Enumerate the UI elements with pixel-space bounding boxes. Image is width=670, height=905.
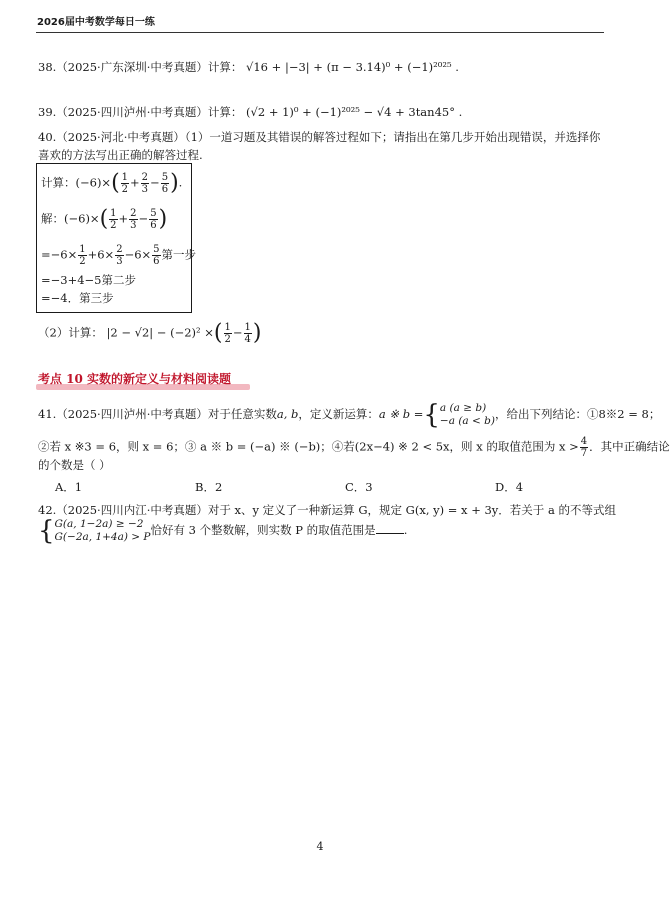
- box-line-2-prefix: 解：: [41, 211, 64, 226]
- q41-line1-a: 41.（2025·四川泸州·中考真题）对于任意实数: [38, 407, 277, 422]
- q41-case-1: a (a ≥ b): [439, 402, 487, 414]
- box-line-3: =−6× $\frac{1}{2}$ +6× $\frac{2}{3}$ −6× $\frac{5}{6}$ 第一步: [41, 244, 197, 267]
- question-39: [38, 105, 462, 120]
- q41-frac-den: 7: [580, 448, 588, 459]
- q41-line1: 41.（2025·四川泸州·中考真题）对于任意实数a, b，定义新运算：a ※ b ={ a (a ≥ b) −a (a < b) ，给出下列结论：①8※2 = 8；: [38, 400, 661, 431]
- q42-case-2: G(−2a, 1+4a) > P: [54, 531, 151, 544]
- q41-line2: [38, 436, 670, 459]
- box-line-1: 计算：(−6)×( $\frac{1}{2}$ + $\frac{2}{3}$ − $\frac{5}{6}$ ).: [41, 170, 183, 196]
- q40-part2-prefix: （2）计算：: [38, 325, 103, 340]
- q42-end: .: [403, 523, 408, 538]
- q40-part2: （2）计算： |2 − √2| − (−2)² ×( $\frac{1}{2}$ − $\frac{1}{4}$ ): [38, 320, 262, 346]
- q41-option-a[interactable]: A．1: [55, 480, 83, 494]
- q42-line2: { G(a, 1−2a) ≥ −2 G(−2a, 1+4a) > P 恰好有 3 个整数解，则实数 P 的取值范围是 .: [38, 516, 408, 547]
- q42-cases: [55, 518, 151, 544]
- q41-frac-num: 4: [580, 436, 588, 447]
- q42-tail: 恰好有 3 个整数解，则实数 P 的取值范围是: [150, 523, 376, 538]
- q41-option-d[interactable]: D．4: [495, 480, 524, 494]
- q41-line3: 的个数是（ ）: [38, 458, 111, 472]
- q41-vars: a, b: [276, 407, 299, 422]
- q38-label: 38.（2025·广东深圳·中考真题）计算：: [38, 60, 243, 74]
- q40-part2-expression: |2 − √2| − (−2)² ×: [106, 325, 214, 340]
- box-line-4: =−3+4−5第二步: [41, 273, 136, 287]
- q40-wrong-solution-box: [36, 163, 197, 313]
- q41-case-2: −a (a < b): [439, 415, 495, 428]
- q41-line2-a: ②若 x ※3 = 6，则 x = 6；③ a ※ b = (−a) ※ (−b)；④若(2x−4) ※ 2 < 5x，则 x 的取值范围为 x >: [38, 439, 579, 454]
- q42-case-1: G(a, 1−2a) ≥ −2: [54, 518, 144, 530]
- q40-intro-line1: 40.（2025·河北·中考真题）（1）一道习题及其错误的解答过程如下；请指出在第几步开始出现错误，并选择你: [38, 130, 601, 144]
- q41-line1-c: ，给出下列结论：①8※2 = 8；: [494, 407, 661, 422]
- q41-cases: [440, 402, 495, 428]
- q39-label: 39.（2025·四川泸州·中考真题）计算：: [38, 105, 243, 119]
- header-rule: [36, 32, 604, 33]
- q42-answer-blank[interactable]: [376, 533, 404, 534]
- q41-line2-b: ．其中正确结论: [589, 439, 670, 454]
- q41-option-c[interactable]: C．3: [345, 480, 373, 494]
- q41-line1-b: ，定义新运算：: [298, 407, 379, 422]
- question-38: [38, 60, 459, 75]
- q39-expression: (√2 + 1)⁰ + (−1)²⁰²⁵ − √4 + 3tan45°: [246, 105, 455, 119]
- q41-op-def: a ※ b =: [378, 407, 424, 422]
- q38-expression: √16 + |−3| + (π − 3.14)⁰ + (−1)²⁰²⁵: [246, 60, 452, 74]
- header-title: 2026届中考数学每日一练: [37, 17, 155, 28]
- q38-end: .: [455, 60, 459, 74]
- box-line-5: =−4．第三步: [41, 291, 114, 305]
- q40-intro-line2: 喜欢的方法写出正确的解答过程.: [38, 148, 203, 162]
- q41-option-b[interactable]: B．2: [195, 480, 223, 494]
- box-line-2: 解：(−6)×( $\frac{1}{2}$ + $\frac{2}{3}$ − $\frac{5}{6}$ ): [41, 206, 168, 232]
- q42-line1: 42.（2025·四川内江·中考真题）对于 x、y 定义了一种新运算 G，规定 G(x, y) = x + 3y．若关于 a 的不等式组: [38, 503, 616, 517]
- q39-end: .: [458, 105, 463, 119]
- section-title: 考点 10 实数的新定义与材料阅读题: [38, 372, 232, 386]
- page-number: 4: [316, 840, 324, 853]
- box-line-1-prefix: 计算：: [41, 175, 76, 190]
- box-line-3-step: 第一步: [161, 247, 197, 262]
